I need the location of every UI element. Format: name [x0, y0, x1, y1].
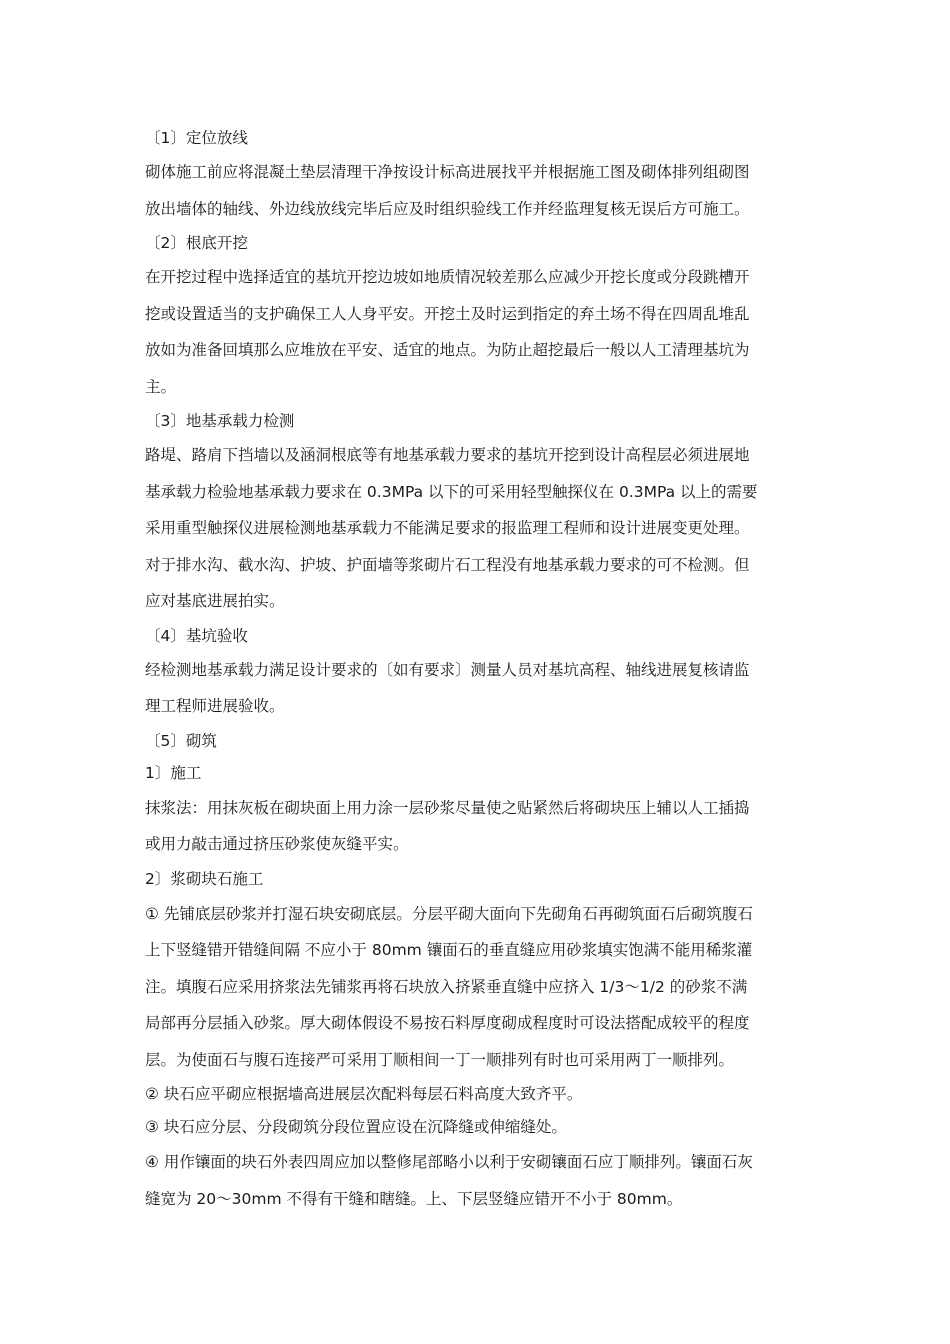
body-line: 在开挖过程中选择适宜的基坑开挖边坡如地质情况较差那么应减少开挖长度或分段跳槽开: [145, 268, 750, 286]
body-line: 缝宽为 20～30mm 不得有干缝和瞎缝。上、下层竖缝应错开不小于 80mm。: [145, 1189, 683, 1208]
body-line: 抹浆法：用抹灰板在砌块面上用力涂一层砂浆尽量使之贴紧然后将砌块压上辅以人工插捣: [145, 798, 750, 817]
subsection-heading: 1〕施工: [145, 763, 202, 782]
subsection-heading: 2〕浆砌块石施工: [145, 869, 264, 888]
body-line: 挖或设置适当的支护确保工人人身平安。开挖土及时运到指定的弃土场不得在四周乱堆乱: [145, 304, 750, 323]
body-line: 放如为准备回填那么应堆放在平安、适宜的地点。为防止超挖最后一般以人工清理基坑为: [145, 341, 750, 359]
body-line: 主。: [145, 377, 177, 396]
body-line: 理工程师进展验收。: [145, 697, 285, 715]
body-line: ④ 用作镶面的块石外表四周应加以整修尾部略小以利于安砌镶面石应丁顺排列。镶面石灰: [145, 1153, 753, 1171]
section-heading: 〔3〕地基承载力检测: [145, 412, 295, 430]
section-heading: 〔2〕根底开挖: [145, 234, 248, 252]
body-line: 局部再分层插入砂浆。厚大砌体假设不易按石料厚度砌成程度时可设法搭配成较平的程度: [145, 1014, 750, 1032]
body-line: 采用重型触探仪进展检测地基承载力不能满足要求的报监理工程师和设计进展变更处理。: [145, 519, 750, 537]
body-line: 对于排水沟、截水沟、护坡、护面墙等浆砌片石工程没有地基承载力要求的可不检测。但: [145, 555, 750, 574]
section-heading: 〔5〕砌筑: [145, 731, 217, 750]
document-body: [145, 122, 810, 1217]
body-line: 应对基底进展拍实。: [145, 592, 285, 610]
body-line: 放出墙体的轴线、外边线放线完毕后应及时组织验线工作并经监理复核无误后方可施工。: [145, 199, 750, 218]
body-line: 层。为使面石与腹石连接严可采用丁顺相间一丁一顺排列有时也可采用两丁一顺排列。: [145, 1050, 735, 1069]
body-line: 基承载力检验地基承载力要求在 0.3MPa 以下的可采用轻型触探仪在 0.3MPa 以上的需要: [145, 482, 758, 501]
body-line: 路堤、路肩下挡墙以及涵洞根底等有地基承载力要求的基坑开挖到设计高程层必须进展地: [145, 446, 750, 464]
section-heading: 〔1〕定位放线: [145, 129, 248, 147]
body-line: 经检测地基承载力满足设计要求的〔如有要求〕测量人员对基坑高程、轴线进展复核请监: [145, 660, 750, 679]
body-line: 注。填腹石应采用挤浆法先铺浆再将石块放入挤紧垂直缝中应挤入 1/3～1/2 的砂浆不满: [145, 977, 748, 996]
list-item: ③ 块石应分层、分段砌筑分段位置应设在沉降缝或伸缩缝处。: [145, 1118, 567, 1136]
section-heading: 〔4〕基坑验收: [145, 626, 248, 645]
body-line: 上下竖缝错开错缝间隔 不应小于 80mm 镶面石的垂直缝应用砂浆填实饱满不能用稀浆灌: [145, 941, 753, 959]
body-line: 或用力敲击通过挤压砂浆使灰缝平实。: [145, 835, 409, 853]
body-line: 砌体施工前应将混凝土垫层清理干净按设计标高进展找平并根据施工图及砌体排列组砌图: [145, 163, 750, 181]
list-item: ② 块石应平砌应根据墙高进展层次配料每层石料高度大致齐平。: [145, 1085, 583, 1103]
body-line: ① 先铺底层砂浆并打湿石块安砌底层。分层平砌大面向下先砌角石再砌筑面石后砌筑腹石: [145, 904, 753, 923]
